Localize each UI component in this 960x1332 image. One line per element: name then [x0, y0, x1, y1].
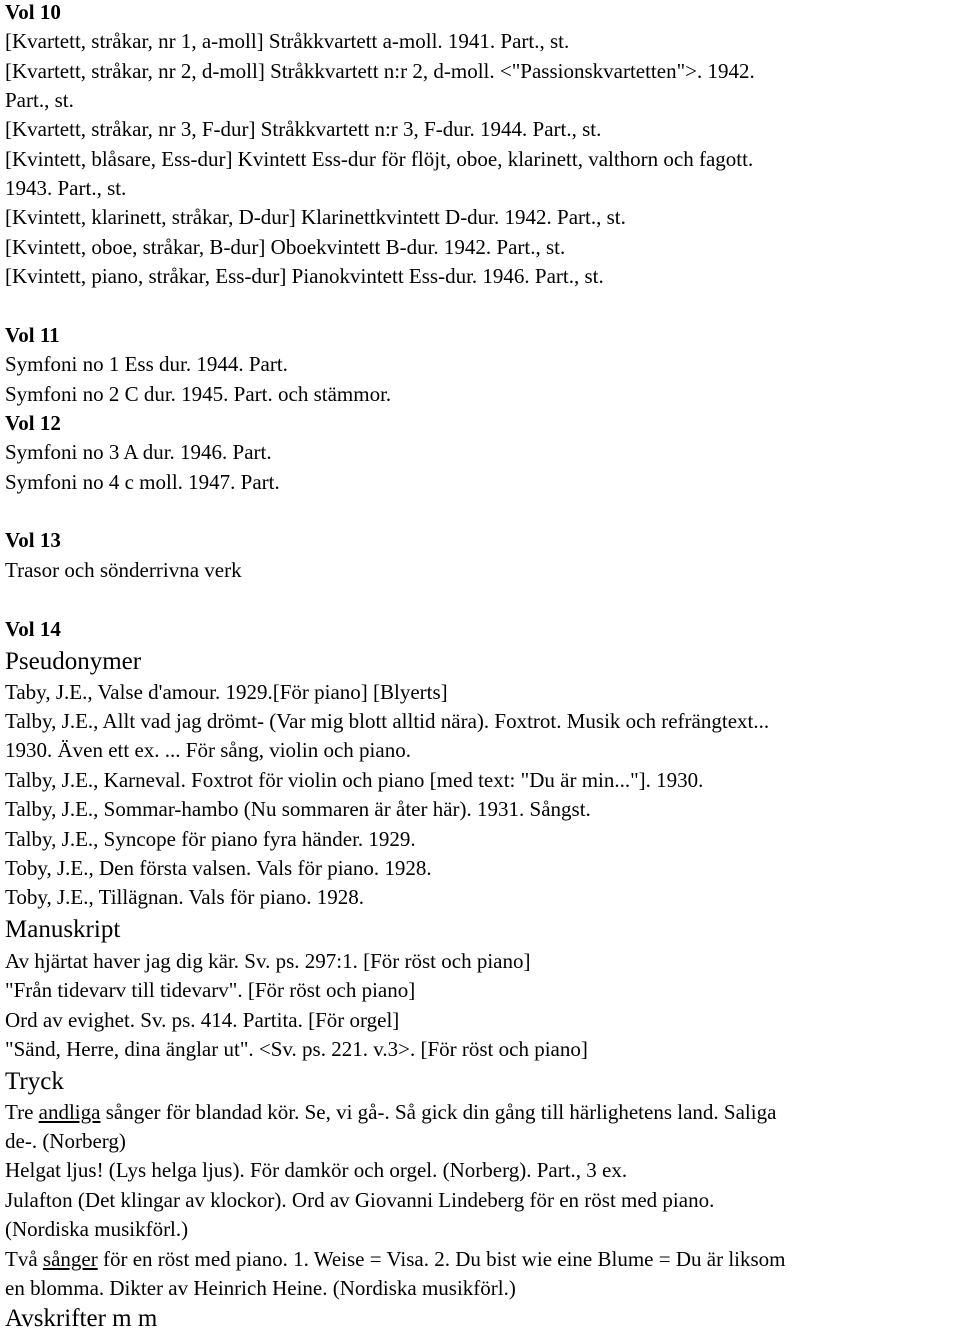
list-item: Julafton (Det klingar av klockor). Ord av Giovanni Lindeberg för en röst med piano. [5, 1188, 715, 1212]
list-item: (Nordiska musikförl.) [5, 1217, 189, 1241]
list-item: "Från tidevarv till tidevarv". [För röst och piano] [5, 978, 416, 1002]
vol-10-heading: Vol 10 [5, 0, 61, 24]
list-item: Part., st. [5, 88, 74, 112]
list-item: Talby, J.E., Allt vad jag drömt- (Var mig blott alltid nära). Foxtrot. Musik och refrängtext... [5, 709, 770, 733]
list-item: Helgat ljus! (Lys helga ljus). För damkör och orgel. (Norberg). Part., 3 ex. [5, 1158, 628, 1182]
vol-13-heading: Vol 13 [5, 528, 61, 552]
list-item: Ord av evighet. Sv. ps. 414. Partita. [För orgel] [5, 1008, 400, 1032]
list-item [5, 1102, 776, 1123]
list-item: Symfoni no 1 Ess dur. 1944. Part. [5, 352, 288, 376]
vol-14-heading: Vol 14 [5, 617, 61, 641]
underlined-word: andliga [38, 1100, 101, 1124]
text-run: Två [5, 1247, 43, 1271]
list-item: [Kvartett, stråkar, nr 2, d-moll] Stråkkvartett n:r 2, d-moll. <"Passionskvartetten">. 1942. [5, 59, 755, 83]
list-item: Av hjärtat haver jag dig kär. Sv. ps. 297:1. [För röst och piano] [5, 949, 531, 973]
list-item: [Kvintett, piano, stråkar, Ess-dur] Pianokvintett Ess-dur. 1946. Part., st. [5, 264, 604, 288]
section-heading-avskrifter: Avskrifter m m [5, 1305, 158, 1332]
list-item: Symfoni no 3 A dur. 1946. Part. [5, 440, 272, 464]
list-item: Toby, J.E., Den första valsen. Vals för piano. 1928. [5, 856, 432, 880]
list-item: [Kvintett, blåsare, Ess-dur] Kvintett Ess-dur för flöjt, oboe, klarinett, valthorn och fagott. [5, 147, 754, 171]
text-run: för en röst med piano. 1. Weise = Visa. 2. Du bist wie eine Blume = Du är liksom [97, 1247, 786, 1271]
list-item: 1930. Även ett ex. ... För sång, violin och piano. [5, 738, 411, 762]
list-item: Symfoni no 4 c moll. 1947. Part. [5, 470, 280, 494]
section-heading-pseudonymer: Pseudonymer [5, 648, 142, 675]
vol-11-heading: Vol 11 [5, 323, 60, 347]
list-item: en blomma. Dikter av Heinrich Heine. (Nordiska musikförl.) [5, 1276, 516, 1300]
list-item: Trasor och sönderrivna verk [5, 558, 242, 582]
list-item: Talby, J.E., Sommar-hambo (Nu sommaren är åter här). 1931. Sångst. [5, 797, 591, 821]
list-item [5, 1249, 786, 1270]
list-item: [Kvartett, stråkar, nr 3, F-dur] Stråkkvartett n:r 3, F-dur. 1944. Part., st. [5, 117, 602, 141]
list-item: Taby, J.E., Valse d'amour. 1929.[För piano] [Blyerts] [5, 680, 448, 704]
list-item: de-. (Norberg) [5, 1129, 126, 1153]
list-item: 1943. Part., st. [5, 176, 127, 200]
underlined-word: sånger [42, 1247, 98, 1271]
vol-12-heading: Vol 12 [5, 411, 61, 435]
list-item: Talby, J.E., Karneval. Foxtrot för violin och piano [med text: "Du är min..."]. 1930. [5, 768, 704, 792]
list-item: Toby, J.E., Tillägnan. Vals för piano. 1928. [5, 885, 365, 909]
section-heading-tryck: Tryck [5, 1068, 64, 1095]
text-run: sånger för blandad kör. Se, vi gå-. Så gick din gång till härlighetens land. Saliga [100, 1100, 777, 1124]
section-heading-manuskript: Manuskript [5, 916, 121, 943]
list-item: Symfoni no 2 C dur. 1945. Part. och stämmor. [5, 382, 392, 406]
text-run: Tre [5, 1100, 39, 1124]
list-item: [Kvartett, stråkar, nr 1, a-moll] Stråkkvartett a-moll. 1941. Part., st. [5, 29, 570, 53]
list-item: [Kvintett, oboe, stråkar, B-dur] Oboekvintett B-dur. 1942. Part., st. [5, 235, 566, 259]
list-item: "Sänd, Herre, dina änglar ut". <Sv. ps. 221. v.3>. [För röst och piano] [5, 1037, 588, 1061]
list-item: [Kvintett, klarinett, stråkar, D-dur] Klarinettkvintett D-dur. 1942. Part., st. [5, 205, 626, 229]
list-item: Talby, J.E., Syncope för piano fyra händer. 1929. [5, 827, 416, 851]
